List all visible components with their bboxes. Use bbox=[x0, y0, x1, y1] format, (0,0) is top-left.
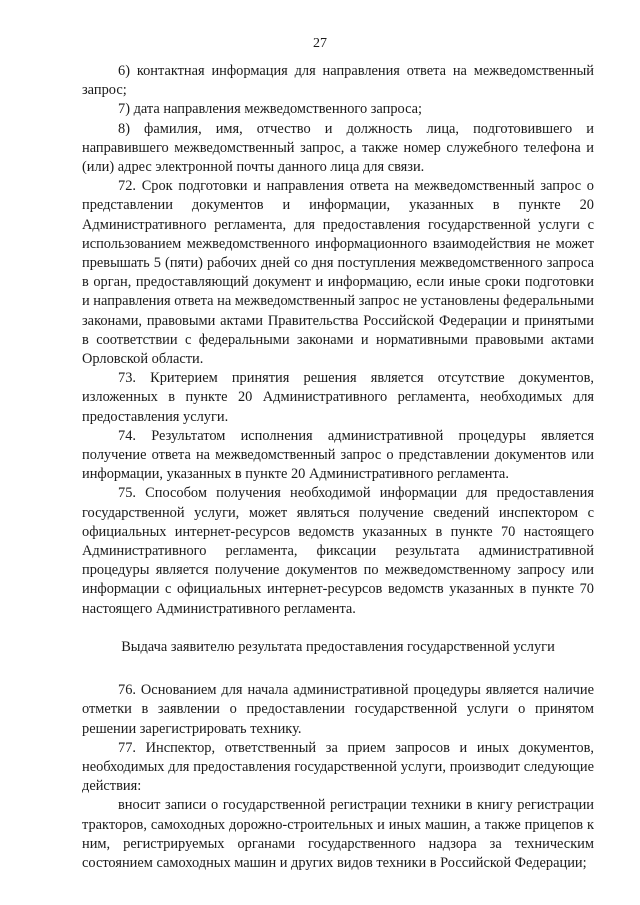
section-heading: Выдача заявителю результата предоставления государственной услуги bbox=[121, 638, 555, 655]
paragraph-75: 75. Способом получения необходимой информации для предоставления государственной услуги, может являться получение сведений инспектором с официальных интернет-ресурсов ведомств указанных в пункте 70 настоящего Административного регламента, фиксации результата административной процедуры является получение документов по межведомственному запросу или информации с официальных интернет-ресурсов ведомств указанных в пункте 70 настоящего Административного регламента. bbox=[82, 485, 594, 617]
paragraph-item-8: 8) фамилия, имя, отчество и должность лица, подготовившего и направившего межведомственный запрос, а также номер служебного телефона и (или) адрес электронной почты данного лица для связи. bbox=[82, 120, 594, 176]
paragraph-77-action: вносит записи о государственной регистрации техники в книгу регистрации тракторов, самоходных дорожно-строительных и иных машин, а также прицепов к ним, регистрируемых органами государственного надзора за техническим состоянием самоходных машин и других видов техники в Российской Федерации; bbox=[82, 797, 594, 871]
page-number: 27 bbox=[313, 36, 327, 51]
paragraph-73: 73. Критерием принятия решения является отсутствие документов, изложенных в пункте 20 Административного регламента, необходимых для предоставления услуги. bbox=[82, 370, 594, 425]
document-body bbox=[82, 62, 594, 873]
paragraph-item-7: 7) дата направления межведомственного запроса; bbox=[118, 101, 423, 118]
paragraph-76: 76. Основанием для начала административной процедуры является наличие отметки в заявлении о предоставлении государственной услуги о принятом решении зарегистрировать технику. bbox=[82, 682, 594, 737]
paragraph-72: 72. Срок подготовки и направления ответа на межведомственный запрос о представлении документов и информации, указанных в пункте 20 Административного регламента, для предоставления государственной услуги с использованием межведомственного информационного взаимодействия не может превышать 5 (пяти) рабочих дней со дня поступления межведомственного запроса в орган, предоставляющий документ и информацию, если иные сроки подготовки и направления ответа на межведомственный запрос не установлены федеральными законами, правовыми актами Правительства Российской Федерации и принятыми в соответствии с федеральными законами и нормативными правовыми актами Орловской области. bbox=[82, 178, 594, 368]
paragraph-item-6: 6) контактная информация для направления ответа на межведомственный запрос; bbox=[82, 63, 594, 99]
paragraph-74: 74. Результатом исполнения административной процедуры является получение ответа на межведомственный запрос о представлении документов или информации, указанных в пункте 20 Административного регламента. bbox=[82, 427, 594, 483]
paragraph-77: 77. Инспектор, ответственный за прием запросов и иных документов, необходимых для предоставления государственной услуги, производит следующие действия: bbox=[82, 739, 594, 795]
